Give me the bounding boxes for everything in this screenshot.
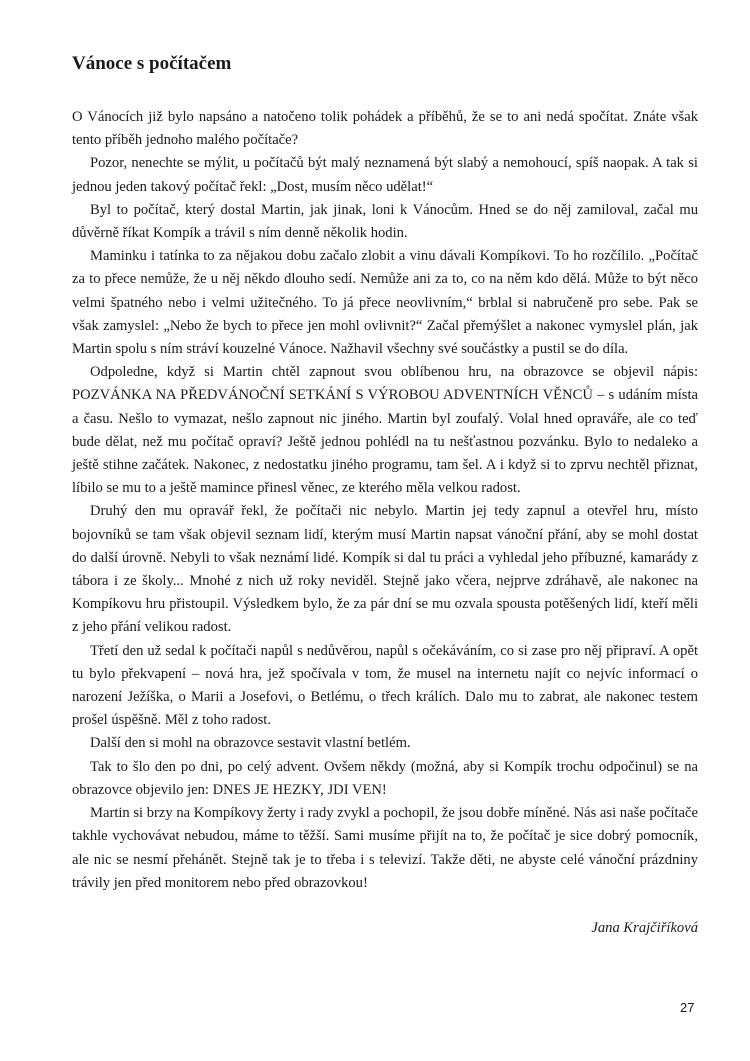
article-body [72, 106, 698, 895]
paragraph: Maminku i tatínka to za nějakou dobu začalo zlobit a vinu dávali Kompíkovi. To ho rozčílilo. „Počítač za to přece nemůže, že u něj někdo dlouho sedí. Nemůže ani za to, co na něm kdo dělá. Může to být něco velmi špatného nebo i velmi užitečného. To já přece neovlivním,“ brblal si nabručeně pro sebe. Pak se však zamyslel: „Nebo že bych to přece jen mohl ovlivnit?“ Začal přemýšlet a nakonec vymyslel plán, jak Martin spolu s ním stráví kouzelné Vánoce. Nažhavil všechny své součástky a pustil se do díla. [72, 248, 698, 358]
article-title: Vánoce s počítačem [72, 53, 232, 74]
paragraph: Tak to šlo den po dni, po celý advent. Ovšem někdy (možná, aby si Kompík trochu odpočinul) se na obrazovce objevilo jen: DNES JE HEZKY, JDI VEN! [72, 758, 698, 798]
author-signature: Jana Krajčiříková [591, 919, 698, 936]
article [72, 52, 698, 937]
paragraph: Byl to počítač, který dostal Martin, jak jinak, loni k Vánocům. Hned se do něj zamiloval, začal mu důvěrně říkat Kompík a trávil s ním denně několik hodin. [72, 201, 698, 242]
paragraph: Třetí den už sedal k počítači napůl s nedůvěrou, napůl s očekáváním, co si zase pro něj připraví. A opět tu bylo překvapení – nová hra, jež spočívala v tom, že musel na internetu najít co nejvíc informací o narození Ježíška, o Marii a Josefovi, o Betlému, o třech králích. Dalo mu to zabrat, ale nakonec testem prošel úspěšně. Měl z toho radost. [72, 642, 698, 729]
paragraph: O Vánocích již bylo napsáno a natočeno tolik pohádek a příběhů, že se to ani nedá spočítat. Znáte však tento příběh jednoho malého počítače? [72, 109, 698, 149]
paragraph: Martin si brzy na Kompíkovy žerty i rady zvykl a pochopil, že jsou dobře míněné. Nás asi naše počítače takhle vychovávat nebudou, máme to těžší. Sami musíme přijít na to, že počítač je sice dobrý pomocník, ale nic se nesmí přehánět. Stejně tak je to třeba i s televizí. Takže děti, ne abyste celé vánoční prázdniny trávily jen před monitorem nebo před obrazovkou! [72, 805, 698, 891]
paragraph: Pozor, nenechte se mýlit, u počítačů být malý neznamená být slabý a nemohoucí, spíš naopak. A tak si jednou jeden takový počítač řekl: „Dost, musím něco udělat!“ [72, 155, 698, 195]
paragraph: Další den si mohl na obrazovce sestavit vlastní betlém. [90, 735, 411, 752]
paragraph: Odpoledne, když si Martin chtěl zapnout svou oblíbenou hru, na obrazovce se objevil nápis: POZVÁNKA NA PŘEDVÁNOČNÍ SETKÁNÍ S VÝROBOU ADVENTNÍCH VĚNCŮ – s udáním místa a času. Nešlo to vymazat, nešlo zapnout nic jiného. Martin byl zoufalý. Volal hned opraváře, ale co teď bude dělat, než mu počítač opraví? Ještě jednou pohlédl na tu nešťastnou pozvánku. Bylo to nedaleko a ještě stihne začátek. Nakonec, z nedostatku jiného programu, tam šel. A i když si to zprvu nechtěl přiznat, líbilo se mu to a ještě mamince přinesl věnec, ze kterého měla velkou radost. [72, 364, 698, 497]
page-number: 27 [680, 1000, 695, 1015]
paragraph: Druhý den mu opravář řekl, že počítači nic nebylo. Martin jej tedy zapnul a otevřel hru, místo bojovníků se tam však objevil seznam lidí, kterým musí Martin napsat vánoční přání, aby se mohl dostat do další úrovně. Nebyli to však neznámí lidé. Kompík si dal tu práci a vyhledal jeho příbuzné, kamarády z tábora i ze školy... Mnohé z nich už roky neviděl. Stejně jako včera, nejprve zdráhavě, ale nakonec na Kompíkovu hru přistoupil. Výsledkem bylo, že za pár dní se mu ozvala spousta potěšených lidí, kteří měli z jeho přání velikou radost. [72, 503, 698, 636]
